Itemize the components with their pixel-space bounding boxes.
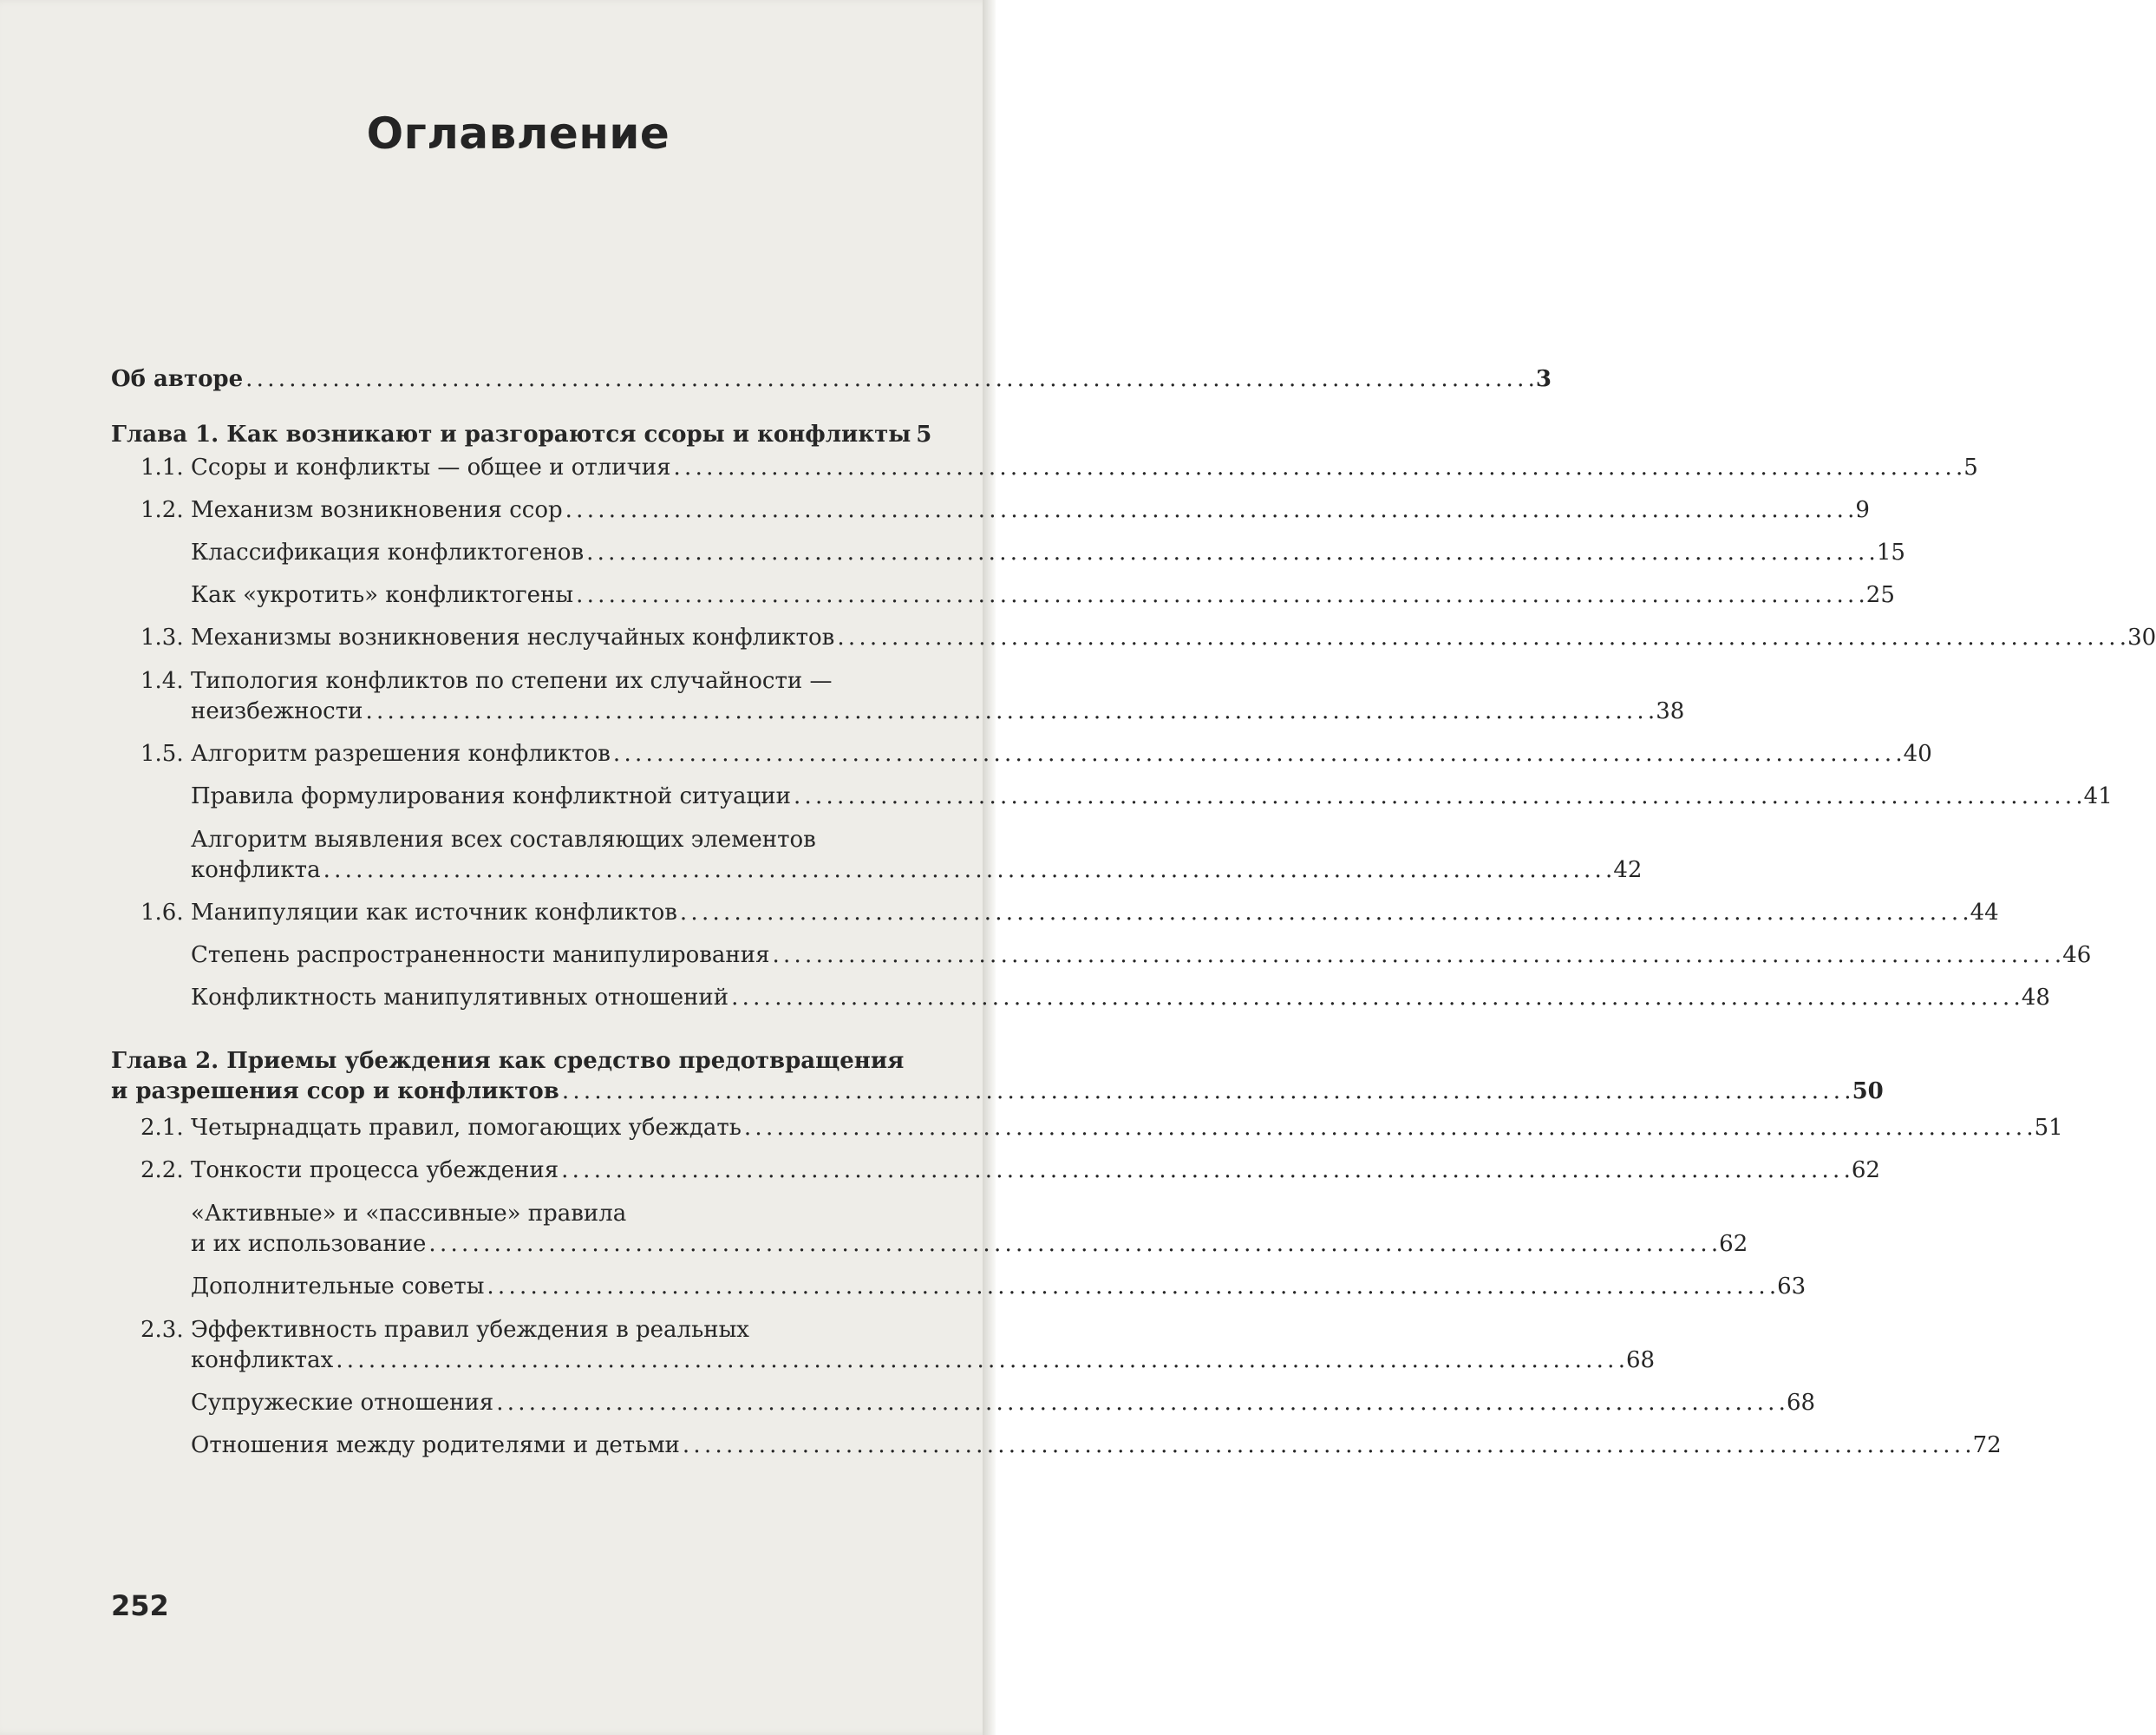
toc-page-number: 38 bbox=[1656, 698, 1685, 724]
toc-entry-title-line-1: Типология конфликтов по степени их случайности — bbox=[191, 668, 833, 694]
toc-section-number: 1.2. bbox=[140, 497, 184, 523]
toc-entry-title: Дополнительные советы bbox=[191, 1273, 485, 1300]
toc-entry-subsection[interactable] bbox=[111, 580, 1895, 610]
toc-entry-title-line-1: «Активные» и «пассивные» правила bbox=[191, 1201, 627, 1227]
toc-entry-title: Тонкости процесса убеждения bbox=[191, 1157, 559, 1183]
toc-entry-chapter-1[interactable] bbox=[111, 420, 932, 449]
toc-entry-title: Ссоры и конфликты — общее и отличия bbox=[191, 455, 671, 481]
toc-page-number: 48 bbox=[2021, 985, 2050, 1011]
toc-entry-title: Глава 1. Как возникают и разгораются ссоры и конфликты bbox=[111, 422, 911, 448]
toc-entry-title-line-2: и их использование bbox=[191, 1231, 427, 1257]
leader-dots bbox=[744, 1113, 2032, 1142]
toc-entry-title: Манипуляции как источник конфликтов bbox=[191, 900, 677, 926]
toc-entry-title-line-2: конфликтах bbox=[191, 1347, 334, 1373]
toc-page-number: 50 bbox=[1852, 1078, 1884, 1104]
leader-dots bbox=[562, 1077, 1850, 1106]
leader-dots bbox=[336, 1345, 1624, 1375]
toc-page-number: 63 bbox=[1777, 1273, 1806, 1300]
toc-section-number: 1.5. bbox=[140, 741, 184, 767]
leader-dots bbox=[428, 1229, 1716, 1259]
toc-entry-title: Супружеские отношения bbox=[191, 1390, 494, 1416]
toc-page-number: 42 bbox=[1613, 857, 1643, 883]
toc-page-number: 41 bbox=[2083, 783, 2113, 809]
toc-page-number: 68 bbox=[1786, 1390, 1816, 1416]
toc-entry-subsection[interactable] bbox=[111, 1198, 1748, 1259]
toc-entry-section-2-1[interactable] bbox=[111, 1113, 2063, 1142]
leader-dots bbox=[613, 739, 1901, 769]
toc-page-number: 3 bbox=[1535, 366, 1552, 392]
leader-dots bbox=[496, 1388, 1784, 1417]
leader-dots bbox=[565, 495, 1853, 525]
toc-entry-title-line-1: Глава 2. Приемы убеждения как средство предотвращения bbox=[111, 1048, 905, 1074]
leader-dots bbox=[731, 983, 2019, 1012]
leader-dots bbox=[794, 782, 2081, 811]
toc-entry-subsection[interactable] bbox=[111, 940, 2092, 970]
toc-entry-section-2-3[interactable] bbox=[111, 1314, 1656, 1375]
leader-dots bbox=[586, 538, 1874, 567]
toc-entry-section-1-5[interactable] bbox=[111, 739, 1932, 769]
toc-page-number: 5 bbox=[916, 422, 932, 448]
toc-entry-title: Четырнадцать правил, помогающих убеждать bbox=[191, 1115, 742, 1141]
toc-page-number: 72 bbox=[1972, 1432, 2002, 1458]
toc-entry-title: Правила формулирования конфликтной ситуации bbox=[191, 783, 791, 809]
toc-entry-section-1-6[interactable] bbox=[111, 898, 1999, 927]
leader-dots bbox=[576, 580, 1864, 610]
toc-entry-title: Алгоритм разрешения конфликтов bbox=[191, 741, 611, 767]
toc-page-number: 9 bbox=[1855, 497, 1870, 523]
toc-entry-chapter-2[interactable] bbox=[111, 1045, 1884, 1106]
toc-page-number: 51 bbox=[2034, 1115, 2063, 1141]
leader-dots bbox=[837, 623, 2125, 652]
toc-entry-title-line-2: конфликта bbox=[191, 857, 321, 883]
leader-dots bbox=[365, 697, 1653, 726]
toc-entry-subsection[interactable] bbox=[111, 983, 2050, 1012]
toc-entry-title: Об авторе bbox=[111, 366, 244, 392]
toc-section-number: 2.2. bbox=[140, 1157, 184, 1183]
toc-entry-subsection[interactable] bbox=[111, 782, 2113, 811]
toc-entry-title: Механизмы возникновения неслучайных конфликтов bbox=[191, 625, 835, 651]
toc-entry-title: Механизм возникновения ссор bbox=[191, 497, 563, 523]
toc-entry-title: Классификация конфликтогенов bbox=[191, 540, 585, 566]
toc-page-number: 25 bbox=[1865, 582, 1895, 608]
toc-entry-section-1-4[interactable] bbox=[111, 665, 1685, 726]
toc-section-number: 2.1. bbox=[140, 1115, 184, 1141]
toc-entry-subsection[interactable] bbox=[111, 1431, 2002, 1460]
toc-page-number: 30 bbox=[2127, 625, 2156, 651]
leader-dots bbox=[245, 364, 1533, 394]
toc-page-number: 68 bbox=[1625, 1347, 1656, 1373]
leader-dots bbox=[323, 855, 1611, 885]
toc-entry-subsection[interactable] bbox=[111, 824, 1643, 885]
toc-page-number: 5 bbox=[1963, 455, 1978, 481]
toc-entry-title: Конфликтность манипулятивных отношений bbox=[191, 985, 729, 1011]
toc-entry-title: Отношения между родителями и детьми bbox=[191, 1432, 680, 1458]
toc-page-number: 44 bbox=[1970, 900, 1999, 926]
toc-page-number: 62 bbox=[1851, 1157, 1880, 1183]
toc-page-number: 15 bbox=[1876, 540, 1905, 566]
toc-entry-title-line-1: Эффективность правил убеждения в реальных bbox=[191, 1317, 749, 1343]
leader-dots bbox=[561, 1156, 1849, 1185]
toc-entry-section-1-3[interactable] bbox=[111, 623, 2156, 652]
toc-entry-about-author[interactable] bbox=[111, 364, 1552, 394]
toc-entry-subsection[interactable] bbox=[111, 538, 1905, 567]
toc-entry-section-1-1[interactable] bbox=[111, 453, 1978, 482]
toc-entry-section-1-2[interactable] bbox=[111, 495, 1870, 525]
toc-entry-subsection[interactable] bbox=[111, 1388, 1816, 1417]
toc-page-number: 40 bbox=[1903, 741, 1932, 767]
toc-entry-title: Степень распространенности манипулирования bbox=[191, 942, 770, 968]
leader-dots bbox=[683, 1431, 1970, 1460]
table-of-contents bbox=[111, 364, 2156, 1460]
toc-entry-title-line-2: и разрешения ссор и конфликтов bbox=[111, 1078, 559, 1104]
toc-page-number: 46 bbox=[2062, 942, 2092, 968]
toc-entry-subsection[interactable] bbox=[111, 1272, 1806, 1301]
leader-dots bbox=[487, 1272, 1774, 1301]
toc-section-number: 1.1. bbox=[140, 455, 184, 481]
toc-section-number: 1.3. bbox=[140, 625, 184, 651]
toc-entry-section-2-2[interactable] bbox=[111, 1156, 1880, 1185]
toc-section-number: 1.4. bbox=[140, 668, 184, 694]
toc-entry-title: Как «укротить» конфликтогены bbox=[191, 582, 574, 608]
leader-dots bbox=[680, 898, 1968, 927]
toc-entry-title-line-2: неизбежности bbox=[191, 698, 363, 724]
leader-dots bbox=[772, 940, 2060, 970]
page-title: Оглавление bbox=[366, 108, 670, 159]
page-number: 252 bbox=[111, 1589, 169, 1622]
toc-section-number: 1.6. bbox=[140, 900, 184, 926]
toc-section-number: 2.3. bbox=[140, 1317, 184, 1343]
leader-dots bbox=[674, 453, 1962, 482]
toc-page-number: 62 bbox=[1719, 1231, 1748, 1257]
toc-entry-title-line-1: Алгоритм выявления всех составляющих элементов bbox=[191, 827, 816, 853]
